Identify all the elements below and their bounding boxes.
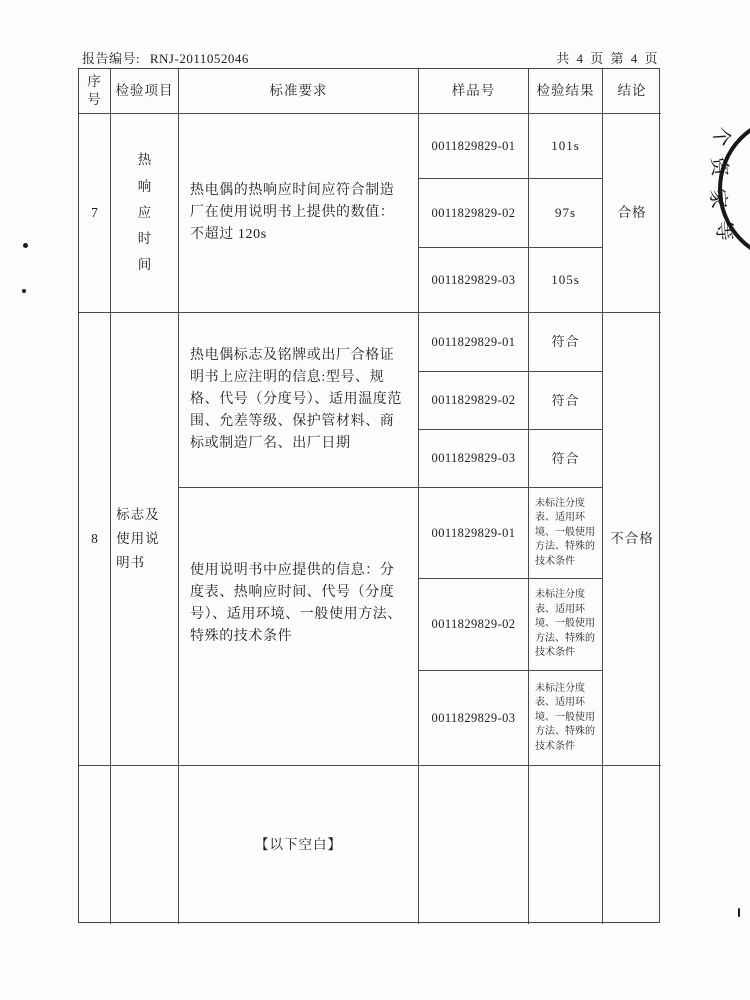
row8-part1-sample-1-id: 0011829829-01 [419,313,529,372]
scan-speck [23,243,28,248]
row7-requirement: 热电偶的热响应时间应符合制造厂在使用说明书上提供的数值：不超过 120s [179,114,419,313]
scan-speck [22,289,26,293]
blank-row-seq-cell [79,766,111,924]
row8-conclusion: 不合格 [603,313,661,766]
row8-part2-sample-1-id: 0011829829-01 [419,488,529,579]
report-number-value: RNJ-2011052046 [149,51,249,66]
blank-row-conclusion-cell [603,766,661,924]
seal-glyph: 家 [705,187,730,210]
row7-sample-3-result: 105s [529,248,603,313]
scan-speck [738,908,740,917]
row8-part2-requirement: 使用说明书中应提供的信息：分度表、热响应时间、代号（分度号）、适用环境、一般使用方法、特殊的技术条件 [179,488,419,766]
row8-part1-sample-2-result: 符合 [529,372,603,430]
row8-part1-sample-1-result: 符合 [529,313,603,372]
seal-glyph: 个 [708,125,733,148]
row7-sample-1-result: 101s [529,114,603,179]
column-header-conclusion: 结论 [603,69,661,114]
column-header-requirement: 标准要求 [179,69,419,114]
blank-row-sample-cell [419,766,529,924]
row8-part1-requirement: 热电偶标志及铭牌或出厂合格证明书上应注明的信息:型号、规格、代号（分度号）、适用温度范围、允差等级、保护管材料、商标或制造厂名、出厂日期 [179,313,419,488]
row8-part2-sample-1-result: 未标注分度表、适用环境、一般使用方法、特殊的技术条件 [529,488,603,579]
row7-sample-1-id: 0011829829-01 [419,114,529,179]
seal-glyph: 等 [711,219,736,242]
column-header-item: 检验项目 [111,69,179,114]
row8-item: 标志及使用说明书 [111,313,179,766]
column-header-result: 检验结果 [529,69,603,114]
row8-part1-sample-2-id: 0011829829-02 [419,372,529,430]
column-header-seq: 序号 [79,69,111,114]
row7-seq: 7 [79,114,111,313]
row7-sample-2-result: 97s [529,179,603,248]
row8-part2-sample-2-result: 未标注分度表、适用环境、一般使用方法、特殊的技术条件 [529,579,603,671]
blank-row-result-cell [529,766,603,924]
row8-part1-sample-3-id: 0011829829-03 [419,430,529,488]
report-number-label: 报告编号: [82,51,141,66]
blank-row-item-cell [111,766,179,924]
column-header-sample-no: 样品号 [419,69,529,114]
pagination: 共 4 页 第 4 页 [556,51,658,66]
row8-part2-sample-3-id: 0011829829-03 [419,671,529,766]
row8-seq: 8 [79,313,111,766]
row7-item: 热响应时间 [111,114,179,313]
blank-below-note: 【以下空白】 [179,766,419,924]
row8-part2-sample-3-result: 未标注分度表、适用环境、一般使用方法、特殊的技术条件 [529,671,603,766]
row7-sample-2-id: 0011829829-02 [419,179,529,248]
seal-glyph: 资 [706,155,731,178]
row8-part2-sample-2-id: 0011829829-02 [419,579,529,671]
report-number [82,48,249,67]
row7-sample-3-id: 0011829829-03 [419,248,529,313]
row8-part1-sample-3-result: 符合 [529,430,603,488]
inspection-table [78,68,660,923]
row7-conclusion: 合格 [603,114,661,313]
